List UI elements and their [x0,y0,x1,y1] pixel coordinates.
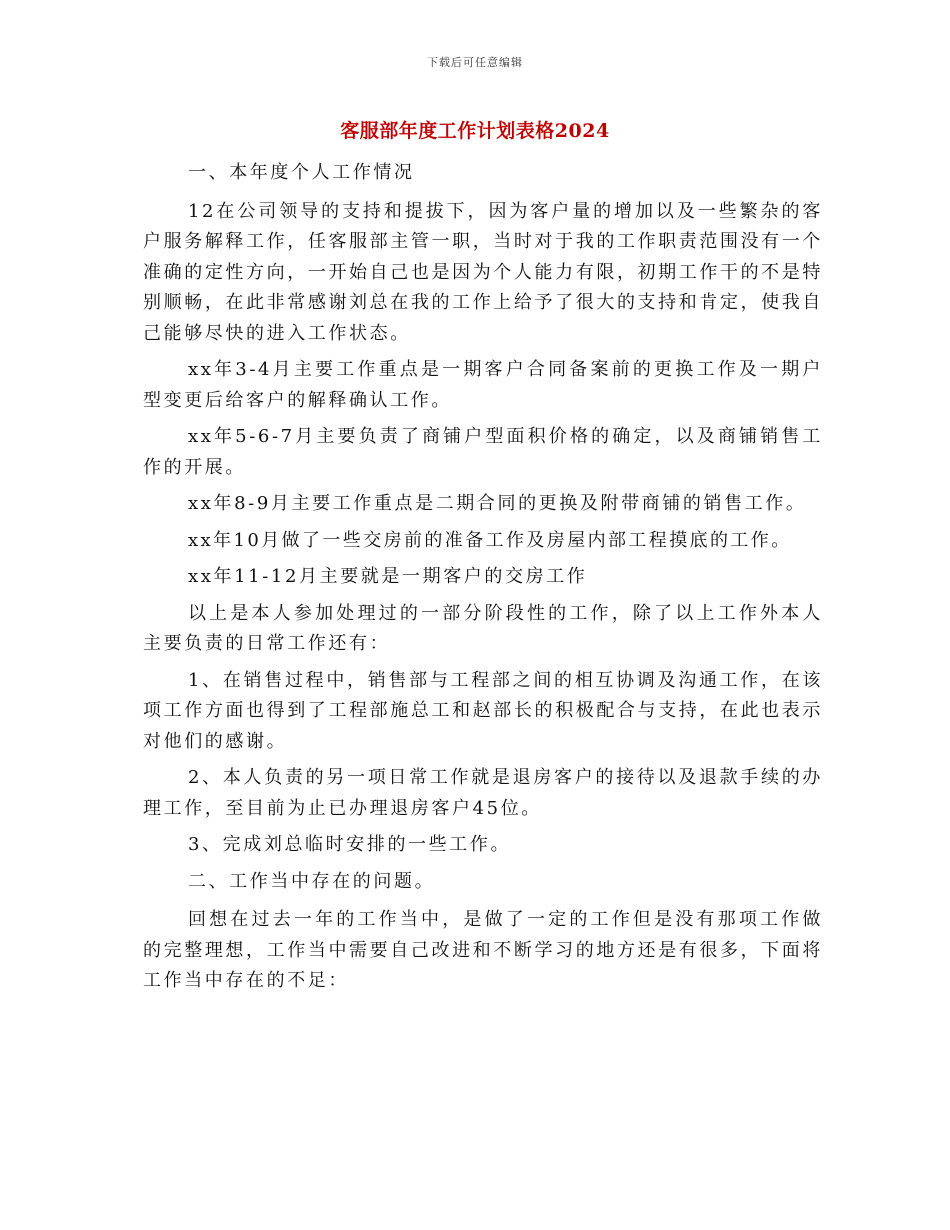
paragraph: 回想在过去一年的工作当中，是做了一定的工作但是没有那项工作做的完整理想，工作当中需要自己改进和不断学习的地方还是有很多，下面将工作当中存在的不足： [143,909,823,991]
section-heading-2: 二、工作当中存在的问题。 [188,870,436,892]
list-item: 3、完成刘总临时安排的一些工作。 [188,834,512,855]
list-item: 2、本人负责的另一项日常工作就是退房客户的接待以及退款手续的办理工作，至目前为止已办理退房客户45位。 [143,767,823,819]
paragraph: xx年10月做了一些交房前的准备工作及房屋内部工程摸底的工作。 [188,529,792,551]
paragraph: 12在公司领导的支持和提拔下，因为客户量的增加以及一些繁杂的客户服务解释工作，任客服部主管一职，当时对于我的工作职责范围没有一个准确的定性方向，一开始自己也是因为个人能力有限，初期工作干的不是特别顺畅，在此非常感谢刘总在我的工作上给予了很大的支持和肯定，使我自己能够尽快的进入工作状态。 [143,200,823,344]
document-body [143,158,823,1003]
paragraph: xx年5-6-7月主要负责了商铺户型面积价格的确定，以及商铺销售工作的开展。 [143,426,823,478]
paragraph: 以上是本人参加处理过的一部分阶段性的工作，除了以上工作外本人主要负责的日常工作还有： [143,602,823,654]
header-note: 下载后可任意编辑 [427,56,523,69]
section-heading-1: 一、本年度个人工作情况 [188,162,415,183]
document-title: 客服部年度工作计划表格2024 [340,120,610,142]
paragraph: xx年3-4月主要工作重点是一期客户合同备案前的更换工作及一期户型变更后给客户的解释确认工作。 [143,359,823,411]
list-item: 1、在销售过程中，销售部与工程部之间的相互协调及沟通工作，在该项工作方面也得到了工程部施总工和赵部长的积极配合与支持，在此也表示对他们的感谢。 [143,669,823,752]
paragraph: xx年11-12月主要就是一期客户的交房工作 [188,566,588,587]
paragraph: xx年8-9月主要工作重点是二期合同的更换及附带商铺的销售工作。 [188,493,807,514]
